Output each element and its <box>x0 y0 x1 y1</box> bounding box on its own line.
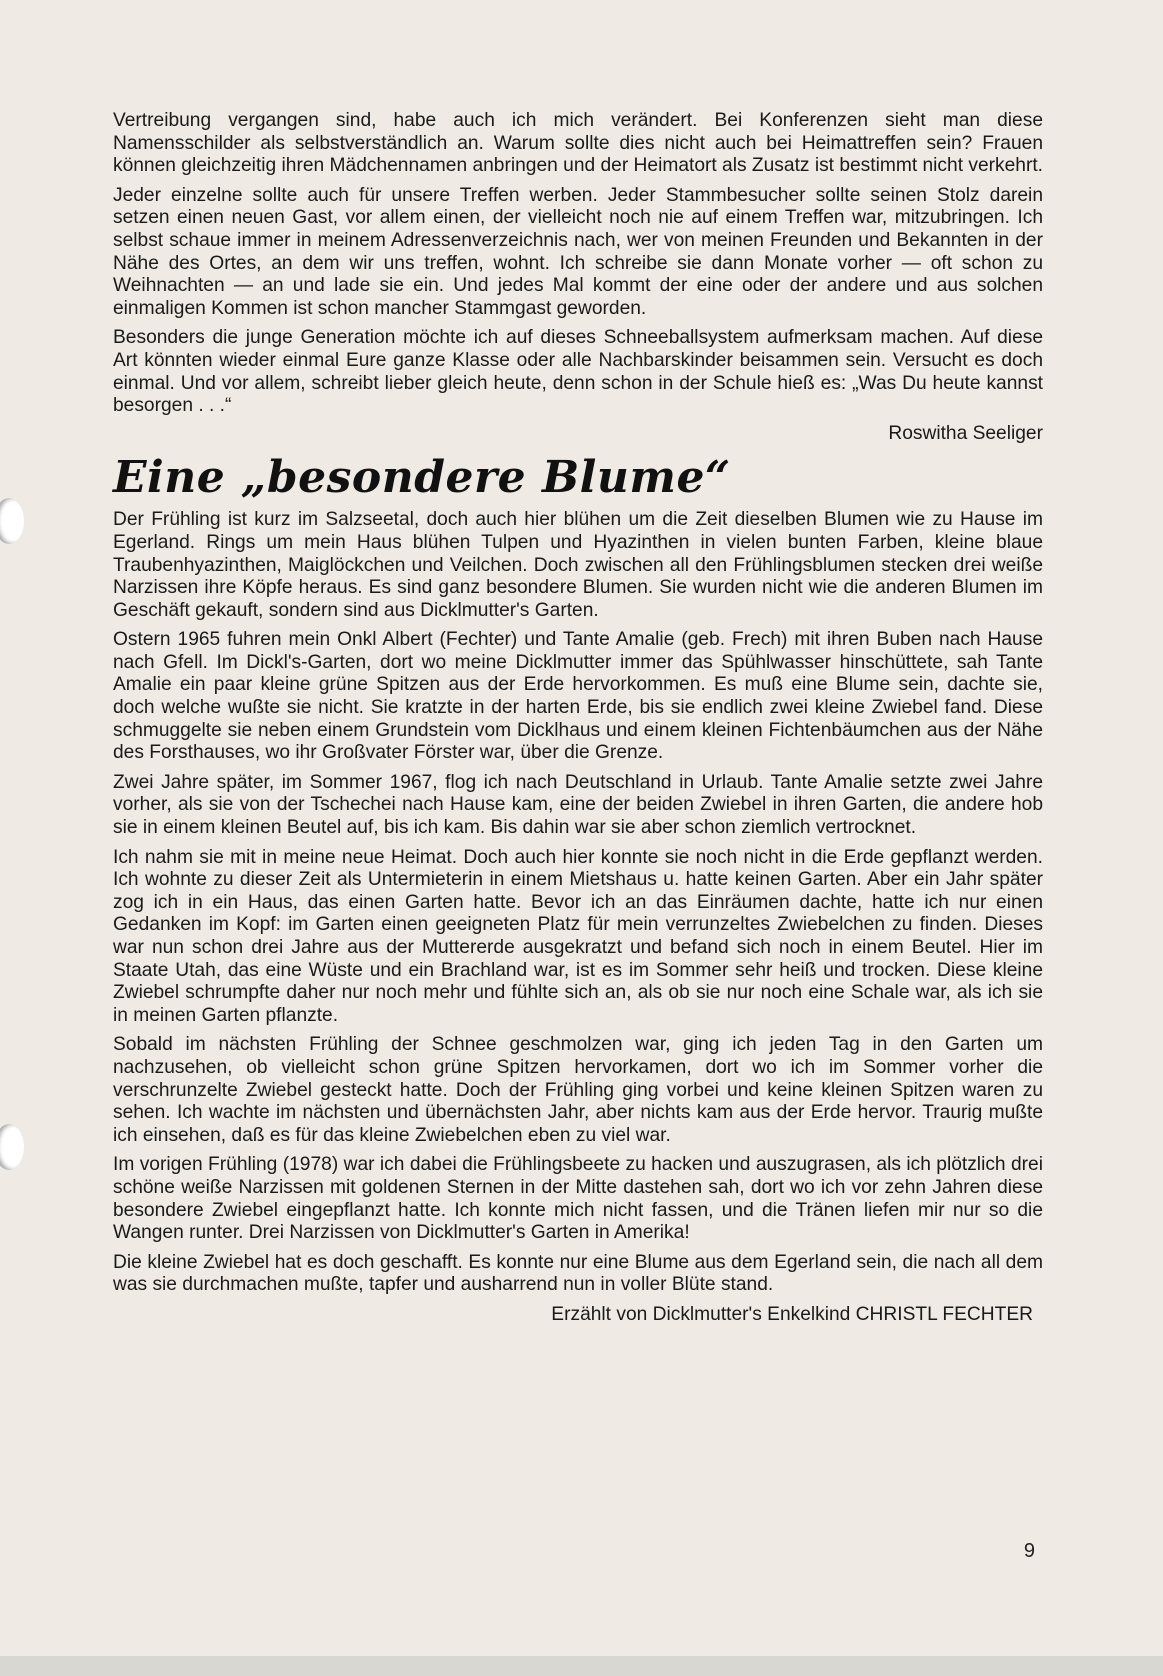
author-signature: Roswitha Seeliger <box>888 422 1043 444</box>
page-number: 9 <box>1023 1540 1035 1562</box>
paragraph: Vertreibung vergangen sind, habe auch ich mich verändert. Bei Konferenzen sieht man diese Namensschilder als selbstverständlich an. Warum sollte dies nicht auch bei Heimattreffen sein? Frauen können gleichzeitig ihren Mädchennamen anbringen und der Heimatort als Zusatz ist bestimmt nicht verkehrt. <box>113 110 1044 177</box>
punch-hole <box>0 1124 24 1170</box>
page-bottom-edge <box>0 1656 1163 1676</box>
paragraph: Besonders die junge Generation möchte ich auf dieses Schneeballsystem aufmerksam machen. Auf diese Art könnten wieder einmal Eure ganze Klasse oder alle Nachbarskinder beisammen sein. Versucht es doch einmal. Und vor allem, schreibt lieber gleich heute, denn schon in der Schule hieß es: „Was Du heute kannst besorgen . . .“ <box>113 327 1043 417</box>
article-attribution: Erzählt von Dicklmutter's Enkelkind CHRISTL FECHTER <box>551 1303 1033 1325</box>
paragraph: Die kleine Zwiebel hat es doch geschafft. Es konnte nur eine Blume aus dem Egerland sein, die nach all dem was sie durchmachen mußte, tapfer und ausharrend nun in voller Blüte stand. <box>113 1251 1043 1296</box>
page-content <box>113 110 1043 1327</box>
paragraph: Jeder einzelne sollte auch für unsere Treffen werben. Jeder Stammbesucher sollte seinen Stolz darein setzen einen neuen Gast, vor allem einen, der vielleicht noch nie auf einem Treffen war, mitzubringen. Ich selbst schaue immer in meinem Adressenverzeichnis nach, wer von meinen Freunden und Bekannten in der Nähe des Ortes, an dem wir uns treffen, wohnt. Ich schreibe sie dann Monate vorher — oft schon zu Weihnachten — an und lade sie ein. Und jedes Mal kommt der eine oder der andere und aus solchen einmaligen Kommen ist schon mancher Stammgast geworden. <box>113 184 1043 319</box>
paragraph: Sobald im nächsten Frühling der Schnee geschmolzen war, ging ich jeden Tag in den Garten um nachzusehen, ob vielleicht schon grüne Spitzen hervorkamen, dort wo ich im Sommer vorher die verschrunzelte Zwiebel gesteckt hatte. Doch der Frühling ging vorbei und keine kleinen Spitzen waren zu sehen. Ich wachte im nächsten und übernächsten Jahr, aber nichts kam aus der Erde hervor. Traurig mußte ich einsehen, daß es für das kleine Zwiebelchen eben zu viel war. <box>113 1034 1043 1146</box>
paragraph: Ostern 1965 fuhren mein Onkl Albert (Fechter) und Tante Amalie (geb. Frech) mit ihren Buben nach Hause nach Gfell. Im Dickl's-Garten, dort wo meine Dicklmutter immer das Spühlwasser hinschüttete, sah Tante Amalie ein paar kleine grüne Spitzen aus der Erde hervorkommen. Es muß eine Blume sein, dachte sie, doch welche wußte sie nicht. Sie kratzte in der harten Erde, bis sie endlich zwei kleine Zwiebel fand. Diese schmuggelte sie neben einem Grundstein vom Dicklhaus und einem kleinen Fichtenbäumchen aus der Nähe des Forsthauses, wo ihr Großvater Förster war, über die Grenze. <box>113 629 1043 764</box>
article-title: Eine „besondere Blume“ <box>113 452 731 504</box>
paragraph: Ich nahm sie mit in meine neue Heimat. Doch auch hier konnte sie noch nicht in die Erde gepflanzt werden. Ich wohnte zu dieser Zeit als Untermieterin in einem Mietshaus u. hatte keinen Garten. Aber ein Jahr später zog ich in ein Haus, das einen Garten hatte. Bevor ich an das Einräumen dachte, hatte ich nur einen Gedanken im Kopf: im Garten einen geeigneten Platz für mein verrunzeltes Zwiebelchen zu finden. Dieses war nun schon drei Jahre aus der Muttererde ausgekratzt und befand sich noch in einem Beutel. Hier im Staate Utah, das eine Wüste und ein Brachland war, ist es im Sommer sehr heiß und trocken. Diese kleine Zwiebel schrumpfte daher nur noch mehr und fühlte sich an, als ob sie nur noch eine Schale war, als ich sie in meinen Garten pflanzte. <box>113 846 1043 1026</box>
paragraph: Im vorigen Frühling (1978) war ich dabei die Frühlingsbeete zu hacken und auszugrasen, als ich plötzlich drei schöne weiße Narzissen mit goldenen Sternen in der Mitte dastehen sah, dort wo ich vor zehn Jahren diese besondere Zwiebel eingepflanzt hatte. Ich konnte mich nicht fassen, und die Tränen liefen mir nur so die Wangen runter. Drei Narzissen von Dicklmutter's Garten in Amerika! <box>113 1154 1043 1244</box>
paragraph: Zwei Jahre später, im Sommer 1967, flog ich nach Deutschland in Urlaub. Tante Amalie setzte zwei Jahre vorher, als sie von der Tschechei nach Hause kam, eine der beiden Zwiebel in ihren Garten, die andere hob sie in einem kleinen Beutel auf, bis ich kam. Bis dahin war sie aber schon ziemlich vertrocknet. <box>113 771 1043 839</box>
paragraph: Der Frühling ist kurz im Salzseetal, doch auch hier blühen um die Zeit dieselben Blumen wie zu Hause im Egerland. Rings um mein Haus blühen Tulpen und Hyazinthen in vielen bunten Farben, kleine blaue Traubenhyazinthen, Maiglöckchen und Veilchen. Doch zwischen all den Frühlingsblumen stecken drei weiße Narzissen ihre Köpfe heraus. Es sind ganz besondere Blumen. Sie wurden nicht wie die anderen Blumen im Geschäft gekauft, sondern sind aus Dicklmutter's Garten. <box>113 509 1043 621</box>
punch-hole <box>0 498 24 544</box>
